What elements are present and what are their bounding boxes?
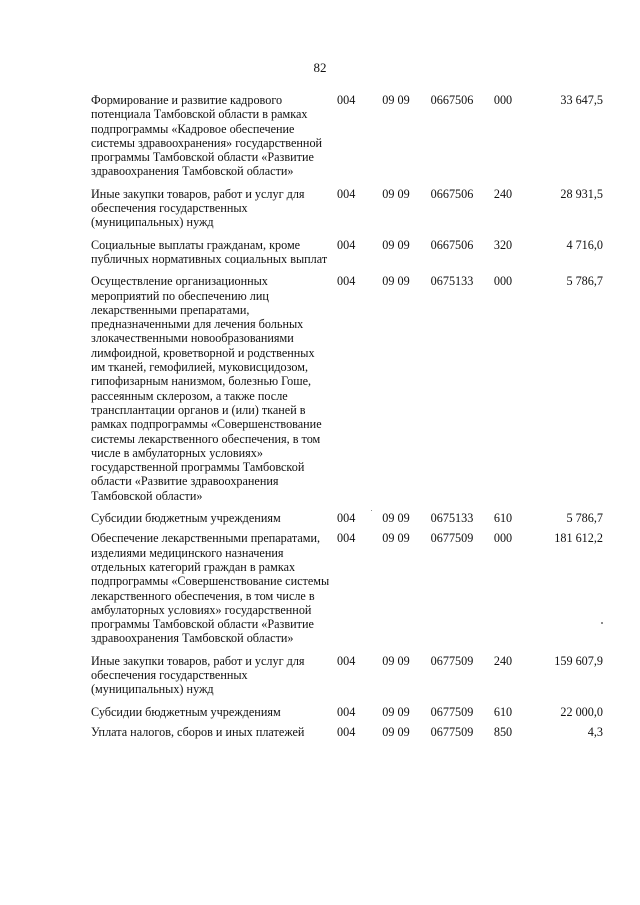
row-expense-type-code: 850 (493, 724, 513, 739)
table-row (91, 93, 603, 187)
row-target-code: 0667506 (430, 93, 474, 107)
table-row (91, 238, 603, 275)
row-target-code: 0675133 (430, 274, 474, 289)
row-name: Обеспечение лекарственными препаратами, изделиями медицинского назначения отдельных категорий граждан в рамках подпрограммы «Совершенствование системы лекарственного обеспечения, в том числе в амбулаторных условиях» государственной программы Тамбовской области «Развитие здравоохранения Тамбовской области» (91, 531, 330, 646)
row-name: Субсидии бюджетным учреждениям (91, 704, 281, 719)
scan-speck (371, 510, 372, 511)
row-section-code: 09 09 (382, 704, 410, 719)
row-target-code: 0667506 (430, 237, 474, 252)
row-ministry-code: 004 (337, 704, 356, 719)
row-ministry-code: 004 (337, 724, 356, 739)
row-expense-type-code: 000 (493, 274, 513, 289)
row-target-code: 0677509 (430, 724, 474, 739)
row-expense-type-code: 000 (493, 93, 513, 107)
row-name: Осуществление организационных мероприятий по обеспечению лиц лекарственными препаратами, предназначенными для лечения больных злокачественными новообразованиями лимфоидной, кроветворной и родственных им тканей, гемофилией, муковисцидозом, гипофизарным нанизмом, болезнью Гоше, рассеянным склерозом, а также после трансплантации органов и (или) тканей в рамках подпрограммы «Совершенствование системы лекарственного обеспечения, в том числе в амбулаторных условиях» государственной программы Тамбовской области «Развитие здравоохранения Тамбовской области» (91, 274, 322, 503)
table-row (91, 187, 603, 238)
row-amount: 4 716,0 (566, 237, 603, 252)
scan-speck (601, 622, 603, 624)
row-section-code: 09 09 (382, 724, 410, 739)
row-ministry-code: 004 (337, 93, 356, 107)
row-name: Формирование и развитие кадрового потенциала Тамбовской области в рамках подпрограммы «Кадровое обеспечение системы здравоохранения» государственной программы Тамбовской области «Развитие здравоохранения Тамбовской области» (91, 93, 323, 179)
page-number: 82 (313, 60, 327, 75)
row-ministry-code: 004 (337, 653, 356, 668)
row-section-code: 09 09 (382, 186, 410, 201)
row-amount: 4,3 (587, 724, 603, 739)
row-amount: 5 786,7 (566, 274, 603, 289)
table-row (91, 531, 603, 653)
row-target-code: 0677509 (430, 531, 474, 546)
row-section-code: 09 09 (382, 274, 410, 289)
table-row (91, 274, 603, 511)
row-name: Иные закупки товаров, работ и услуг для обеспечения государственных (муниципальных) нужд (91, 653, 305, 697)
row-target-code: 0675133 (430, 511, 474, 526)
row-ministry-code: 004 (337, 274, 356, 289)
row-section-code: 09 09 (382, 531, 410, 546)
table-row (91, 654, 603, 705)
table-row (91, 511, 603, 531)
row-amount: 22 000,0 (560, 704, 603, 719)
row-expense-type-code: 000 (493, 531, 513, 546)
table-row (91, 705, 603, 725)
row-amount: 28 931,5 (560, 186, 603, 201)
row-name: Субсидии бюджетным учреждениям (91, 511, 281, 526)
row-expense-type-code: 320 (493, 237, 513, 252)
row-name: Уплата налогов, сборов и иных платежей (91, 724, 305, 739)
row-amount: 5 786,7 (566, 511, 603, 526)
row-expense-type-code: 610 (493, 704, 513, 719)
budget-table (91, 93, 603, 745)
row-amount: 159 607,9 (554, 653, 603, 668)
row-expense-type-code: 610 (493, 511, 513, 526)
row-target-code: 0677509 (430, 704, 474, 719)
row-section-code: 09 09 (382, 237, 410, 252)
row-name: Социальные выплаты гражданам, кроме публичных нормативных социальных выплат (91, 237, 328, 266)
row-name: Иные закупки товаров, работ и услуг для обеспечения государственных (муниципальных) нужд (91, 186, 305, 230)
row-section-code: 09 09 (382, 511, 410, 526)
row-amount: 181 612,2 (554, 531, 603, 546)
row-section-code: 09 09 (382, 653, 410, 668)
row-ministry-code: 004 (337, 511, 356, 526)
row-expense-type-code: 240 (493, 186, 513, 201)
row-ministry-code: 004 (337, 531, 356, 546)
table-row (91, 725, 603, 745)
row-target-code: 0677509 (430, 653, 474, 668)
row-ministry-code: 004 (337, 186, 356, 201)
row-section-code: 09 09 (382, 93, 410, 107)
row-amount: 33 647,5 (560, 93, 603, 107)
row-expense-type-code: 240 (493, 653, 513, 668)
row-target-code: 0667506 (430, 186, 474, 201)
row-ministry-code: 004 (337, 237, 356, 252)
